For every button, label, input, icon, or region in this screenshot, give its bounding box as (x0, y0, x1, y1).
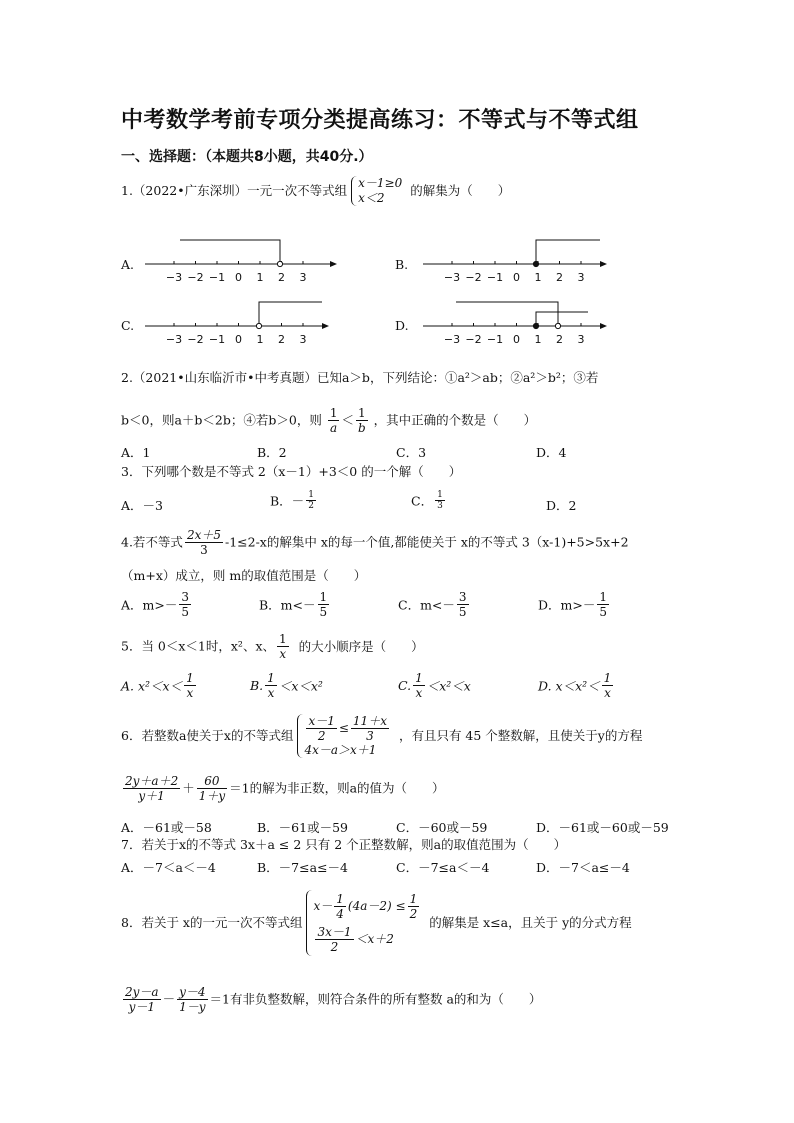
q4-optd-den: 5 (599, 605, 607, 619)
q1-number-line-d (418, 294, 618, 349)
q6-f2-num: 60 (197, 774, 227, 789)
q4-frac-num: 2x＋5 (186, 528, 221, 542)
tick-label: 2 (278, 333, 285, 346)
q2-option-a: A．1 (121, 445, 151, 460)
q8-minus: － (162, 991, 176, 1007)
q8-post: 的解集是 x≤a，且关于 y的分式方程 (429, 915, 632, 930)
q3-optc-num: 1 (437, 490, 443, 500)
q1-option-d-label: D. (395, 318, 409, 333)
q6-s1b-num: 11＋x (352, 714, 387, 728)
q1-suffix: 的解集为（ ） (410, 183, 511, 198)
q8-r1-a: x－ (313, 899, 333, 913)
q4-optd-num: 1 (599, 590, 607, 604)
tick-label: 3 (299, 333, 307, 346)
q2-option-d: D．4 (536, 445, 567, 460)
q5-frac-num: 1 (279, 632, 287, 646)
q4-option-a (121, 590, 193, 619)
q6-pre: 6．若整数a使关于x的不等式组 (121, 728, 294, 743)
q7-option-d: D．－7＜a≤－4 (536, 860, 630, 875)
q8-line2-text: ＝1有非负整数解，则符合条件的所有整数 a的和为（ ） (209, 991, 542, 1007)
question-4-line2: （m+x）成立，则 m的取值范围是（ ） (121, 568, 367, 583)
question-8-line1 (121, 890, 632, 956)
tick-label: −1 (486, 333, 504, 346)
q4-option-c (398, 590, 471, 619)
q5-optc-den: x (415, 686, 423, 700)
q4-optc-label: C．m<－ (398, 597, 455, 613)
tick-label: 3 (299, 271, 307, 284)
q8-r2-den: 2 (330, 940, 339, 954)
q6-post: ，有且只有 45 个整数解，且使关于y的方程 (398, 728, 643, 743)
q8-pre: 8．若关于 x的一元一次不等式组 (121, 915, 303, 930)
q4-option-d (538, 590, 611, 619)
tick-label: 1 (256, 271, 264, 284)
q7-option-c: C．－7≤a＜－4 (396, 860, 490, 875)
q3-optb-den: 2 (308, 501, 314, 511)
page-title: 中考数学考前专项分类提高练习：不等式与不等式组 (121, 108, 639, 133)
q2-text-a: b＜0，则a＋b＜2b；④若b＞0，则 (121, 412, 322, 428)
q1-prefix: 1.（2022•广东深圳）一元一次不等式组 (121, 183, 348, 198)
q6-f1-den: y＋1 (138, 789, 165, 803)
tick-label: 1 (534, 271, 542, 284)
q5-pre: 5．当 0＜x＜1时，x²、x、 (121, 638, 275, 654)
q2-frac1-den: a (330, 421, 338, 435)
q8-f2-den: 1－y (179, 1000, 206, 1014)
q4-opta-den: 5 (181, 605, 189, 619)
q5-optc-label: C. (398, 678, 412, 693)
tick-label: −1 (208, 271, 226, 284)
question-6-line1 (121, 714, 642, 758)
tick-label: 1 (256, 333, 264, 346)
tick-label: −3 (443, 271, 461, 284)
tick-label: −2 (465, 333, 482, 346)
question-2-line1: 2.（2021•山东临沂市•中考真题）已知a＞b，下列结论：①a²＞ab；②a²＞b²；③若 (121, 370, 599, 385)
q2-frac-1a (328, 406, 340, 435)
q5-option-d (538, 671, 615, 700)
q1-number-line-b (418, 232, 618, 287)
question-3: 3．下列哪个数是不等式 2（x－1）+3＜0 的一个解（ ） (121, 464, 462, 479)
q6-option-a: A．－61或－58 (121, 820, 212, 835)
q5-option-a (121, 671, 198, 700)
q5-option-c (398, 671, 471, 700)
q8-f2-num: y－4 (179, 985, 206, 999)
question-4-line1 (121, 528, 629, 557)
tick-label: −2 (187, 271, 204, 284)
tick-label: 1 (534, 333, 542, 346)
q1-option-b-label: B. (395, 257, 409, 272)
question-2-line2 (121, 406, 536, 435)
q3-option-a: A．－3 (121, 498, 163, 513)
q5-optb-num: 1 (267, 671, 275, 685)
q5-optc-post: ＜x²＜x (426, 678, 471, 694)
question-8-line2 (121, 985, 541, 1014)
q1-option-c-label: C. (121, 318, 135, 333)
q2-text-b: ，其中正确的个数是（ ） (373, 412, 537, 428)
q6-s1b-den: 3 (366, 729, 374, 743)
q7-option-b: B．－7≤a≤－4 (257, 860, 348, 875)
q6-option-c: C．－60或－59 (396, 820, 488, 835)
q8-r2-b: ＜x＋2 (355, 932, 394, 946)
q6-s2: 4x－a＞x＋1 (304, 743, 377, 757)
q4-post: -1≤2-x的解集中 x的每一个值,都能使关于 x的不等式 3（x-1)+5>5x+2 (224, 534, 629, 550)
tick-label: 0 (235, 333, 242, 346)
q4-pre: 4.若不等式 (121, 534, 183, 550)
tick-label: 0 (235, 271, 242, 284)
q1-number-line-c (140, 294, 340, 349)
q6-option-d: D．－61或－60或－59 (536, 820, 669, 835)
q6-system (297, 714, 395, 758)
q5-frac-den: x (279, 647, 287, 661)
q5-optc-num: 1 (415, 671, 423, 685)
q4-option-b (259, 590, 331, 619)
q4-optc-num: 3 (458, 590, 467, 604)
tick-label: −3 (165, 333, 183, 346)
tick-label: 3 (577, 271, 585, 284)
q6-s1a-den: 2 (317, 729, 326, 743)
q8-f1-num: 2y－a (125, 985, 159, 999)
q2-frac1-num: 1 (329, 406, 338, 420)
tick-label: −2 (465, 271, 482, 284)
q3-optc-prefix: C． (411, 493, 434, 509)
q6-s1a-num: x－1 (308, 714, 335, 728)
question-7: 7．若关于x的不等式 3x＋a ≤ 2 只有 2 个正整数解，则a的取值范围为（ ） (121, 837, 567, 852)
tick-label: −3 (165, 271, 183, 284)
q2-lt: ＜ (341, 412, 354, 428)
q7-option-a: A．－7＜a＜－4 (121, 860, 216, 875)
section-heading: 一、选择题：（本题共8小题，共40分.） (121, 149, 373, 165)
tick-label: −1 (208, 333, 226, 346)
q3-option-d: D．2 (546, 498, 577, 513)
q2-frac2-den: b (357, 421, 366, 435)
q4-frac-den: 3 (200, 543, 208, 557)
q8-r2-num: 3x－1 (317, 925, 352, 939)
tick-label: 2 (556, 271, 563, 284)
q6-f2-den: 1＋y (198, 789, 226, 803)
q3-option-c (411, 490, 447, 511)
tick-label: −2 (187, 333, 204, 346)
q6-f1-num: 2y＋a＋2 (125, 774, 179, 788)
q8-r1-den2: 2 (409, 907, 418, 921)
q4-opta-label: A．m>－ (121, 597, 178, 613)
q6-s1-le: ≤ (338, 721, 349, 735)
q8-f1-den: y－1 (128, 1000, 155, 1014)
question-5 (121, 632, 424, 661)
q5-optd-den: x (604, 686, 611, 700)
q2-option-c: C．3 (396, 445, 427, 460)
tick-label: 2 (278, 271, 285, 284)
question-6-line2 (121, 774, 445, 803)
q1-sys-line2: x＜2 (358, 191, 385, 205)
q5-opta-text: A. x²＜x＜ (121, 678, 183, 694)
q4-optb-num: 1 (319, 590, 328, 604)
q2-frac-1b (356, 406, 368, 435)
q6-line2-text: ＝1的解为非正数，则a的值为（ ） (229, 780, 445, 796)
q3-optc-den: 3 (437, 501, 443, 511)
tick-label: 0 (513, 333, 520, 346)
q1-sys-line1: x－1≥0 (358, 176, 403, 190)
question-1 (121, 176, 510, 206)
q1-number-line-a (140, 232, 340, 287)
q5-optd-text: D. x＜x²＜ (538, 678, 600, 694)
q1-option-a-label: A. (121, 257, 135, 272)
q8-r1-num2: 1 (409, 892, 418, 906)
q8-r1-num: 1 (336, 892, 344, 906)
tick-label: 2 (556, 333, 563, 346)
tick-label: −3 (443, 333, 461, 346)
tick-label: 3 (577, 333, 585, 346)
q8-r1-b: (4a－2) ≤ (347, 899, 406, 913)
q4-optb-den: 5 (319, 605, 328, 619)
q5-opta-den: x (186, 686, 194, 700)
q2-option-b: B．2 (257, 445, 287, 460)
q5-optb-post: ＜x＜x² (278, 678, 323, 694)
q4-optc-den: 5 (458, 605, 467, 619)
tick-label: 0 (513, 271, 520, 284)
q3-option-b (270, 490, 318, 511)
q5-optb-den: x (267, 686, 275, 700)
q5-optb-label: B. (250, 678, 264, 693)
q5-optd-num: 1 (603, 671, 612, 685)
q8-r1-den: 4 (336, 907, 344, 921)
q4-opta-num: 3 (181, 590, 189, 604)
q6-plus: ＋ (182, 780, 195, 796)
q5-post: 的大小顺序是（ ） (298, 638, 424, 654)
q4-optb-label: B．m<－ (259, 597, 316, 613)
tick-label: −1 (486, 271, 504, 284)
q6-option-b: B．－61或－59 (257, 820, 348, 835)
q1-system (351, 176, 406, 206)
q3-optb-prefix: B．－ (270, 493, 305, 509)
q3-optb-num: 1 (308, 490, 314, 500)
q4-optd-label: D．m>－ (538, 597, 596, 613)
q8-system (306, 890, 425, 956)
q5-option-b (250, 671, 323, 700)
q5-opta-num: 1 (186, 671, 194, 685)
q2-frac2-num: 1 (356, 406, 368, 421)
